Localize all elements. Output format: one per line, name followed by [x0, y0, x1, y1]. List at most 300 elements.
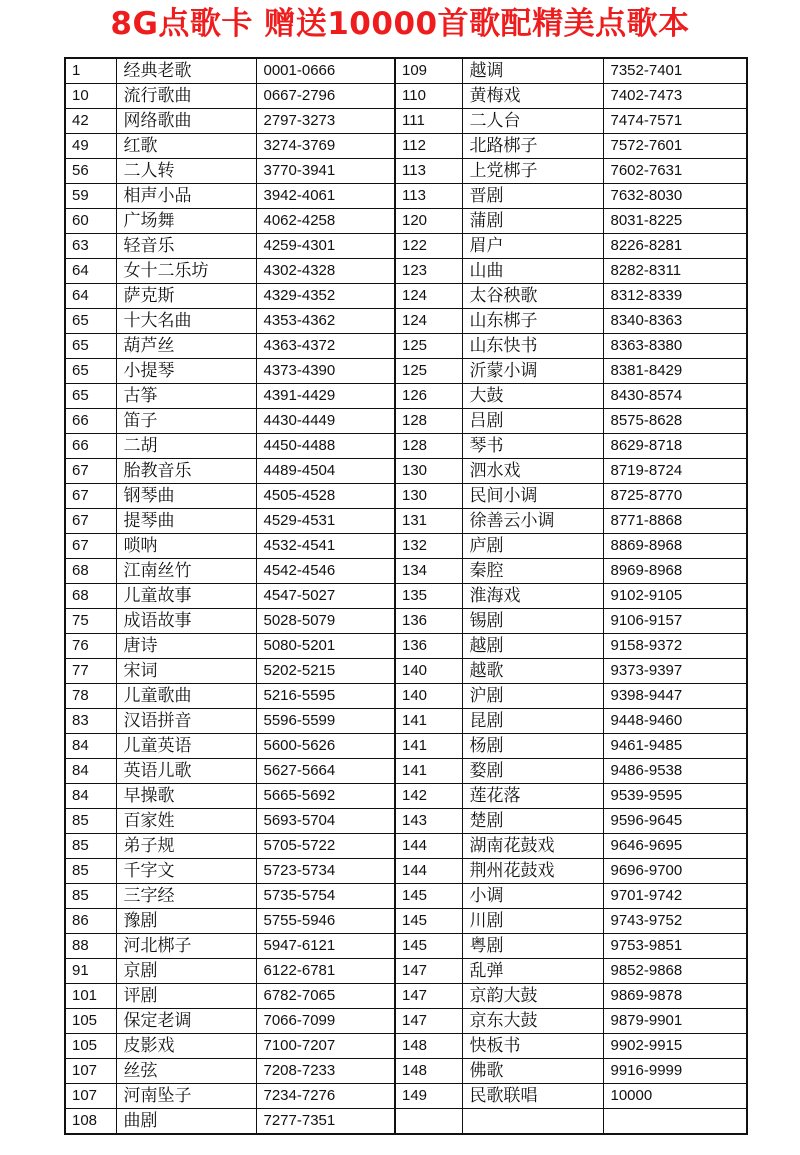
left-category-name-cell: 儿童英语	[116, 734, 256, 759]
right-category-name-cell: 沂蒙小调	[462, 359, 603, 384]
right-category-name-cell: 黄梅戏	[462, 84, 603, 109]
right-category-name-cell: 京东大鼓	[462, 1009, 603, 1034]
left-category-name-cell: 京剧	[116, 959, 256, 984]
right-category-name-cell: 荆州花鼓戏	[462, 859, 603, 884]
table-row	[65, 434, 747, 459]
right-song-range-cell: 8725-8770	[603, 484, 747, 509]
left-category-name-cell: 十大名曲	[116, 309, 256, 334]
table-row	[65, 234, 747, 259]
right-category-name-cell: 上党梆子	[462, 159, 603, 184]
right-page-number-cell: 145	[395, 934, 462, 959]
left-category-name-cell: 古筝	[116, 384, 256, 409]
right-song-range-cell: 8969-8968	[603, 559, 747, 584]
left-song-range-cell: 3274-3769	[256, 134, 395, 159]
right-song-range-cell: 9539-9595	[603, 784, 747, 809]
right-song-range-cell: 8575-8628	[603, 409, 747, 434]
right-category-name-cell: 昆剧	[462, 709, 603, 734]
left-category-name-cell: 成语故事	[116, 609, 256, 634]
right-page-number-cell: 147	[395, 984, 462, 1009]
left-page-number-cell: 85	[65, 809, 116, 834]
right-page-number-cell: 130	[395, 484, 462, 509]
right-page-number-cell: 135	[395, 584, 462, 609]
left-page-number-cell: 76	[65, 634, 116, 659]
left-page-number-cell: 68	[65, 559, 116, 584]
right-category-name-cell: 越歌	[462, 659, 603, 684]
right-song-range-cell: 8226-8281	[603, 234, 747, 259]
left-song-range-cell: 4391-4429	[256, 384, 395, 409]
table-row	[65, 834, 747, 859]
table-row	[65, 759, 747, 784]
left-song-range-cell: 5600-5626	[256, 734, 395, 759]
left-song-range-cell: 7208-7233	[256, 1059, 395, 1084]
left-song-range-cell: 5080-5201	[256, 634, 395, 659]
right-song-range-cell: 7572-7601	[603, 134, 747, 159]
table-row	[65, 159, 747, 184]
left-page-number-cell: 66	[65, 409, 116, 434]
left-song-range-cell: 0001-0666	[256, 58, 395, 84]
table-row	[65, 684, 747, 709]
left-category-name-cell: 相声小品	[116, 184, 256, 209]
right-page-number-cell: 140	[395, 684, 462, 709]
right-category-name-cell: 庐剧	[462, 534, 603, 559]
table-row	[65, 1084, 747, 1109]
table-row	[65, 734, 747, 759]
right-page-number-cell: 144	[395, 859, 462, 884]
right-page-number-cell: 142	[395, 784, 462, 809]
right-category-name-cell: 蒲剧	[462, 209, 603, 234]
left-page-number-cell: 83	[65, 709, 116, 734]
right-song-range-cell: 8381-8429	[603, 359, 747, 384]
left-page-number-cell: 84	[65, 734, 116, 759]
table-row	[65, 184, 747, 209]
right-song-range-cell: 9753-9851	[603, 934, 747, 959]
right-category-name-cell: 粤剧	[462, 934, 603, 959]
right-page-number-cell: 131	[395, 509, 462, 534]
left-page-number-cell: 84	[65, 784, 116, 809]
left-category-name-cell: 二人转	[116, 159, 256, 184]
left-page-number-cell: 86	[65, 909, 116, 934]
left-song-range-cell: 4302-4328	[256, 259, 395, 284]
left-song-range-cell: 4529-4531	[256, 509, 395, 534]
right-page-number-cell: 128	[395, 434, 462, 459]
left-category-name-cell: 评剧	[116, 984, 256, 1009]
right-category-name-cell: 越调	[462, 58, 603, 84]
table-row	[65, 109, 747, 134]
left-page-number-cell: 107	[65, 1084, 116, 1109]
right-song-range-cell: 7474-7571	[603, 109, 747, 134]
right-page-number-cell: 143	[395, 809, 462, 834]
left-song-range-cell: 4430-4449	[256, 409, 395, 434]
right-page-number-cell: 124	[395, 309, 462, 334]
right-page-number-cell: 132	[395, 534, 462, 559]
table-row	[65, 309, 747, 334]
left-category-name-cell: 流行歌曲	[116, 84, 256, 109]
right-page-number-cell: 145	[395, 884, 462, 909]
left-category-name-cell: 经典老歌	[116, 58, 256, 84]
right-page-number-cell: 128	[395, 409, 462, 434]
table-row	[65, 559, 747, 584]
right-page-number-cell: 125	[395, 334, 462, 359]
right-category-name-cell: 婺剧	[462, 759, 603, 784]
right-category-name-cell: 小调	[462, 884, 603, 909]
left-song-range-cell: 4353-4362	[256, 309, 395, 334]
table-row	[65, 909, 747, 934]
right-page-number-cell: 148	[395, 1059, 462, 1084]
left-song-range-cell: 5947-6121	[256, 934, 395, 959]
left-page-number-cell: 42	[65, 109, 116, 134]
right-page-number-cell: 123	[395, 259, 462, 284]
left-page-number-cell: 67	[65, 534, 116, 559]
left-category-name-cell: 小提琴	[116, 359, 256, 384]
left-category-name-cell: 弟子规	[116, 834, 256, 859]
right-category-name-cell: 快板书	[462, 1034, 603, 1059]
right-category-name-cell: 琴书	[462, 434, 603, 459]
left-song-range-cell: 5705-5722	[256, 834, 395, 859]
right-song-range-cell: 9373-9397	[603, 659, 747, 684]
table-row	[65, 1034, 747, 1059]
page-title: 8G点歌卡 赠送10000首歌配精美点歌本	[110, 6, 690, 42]
right-category-name-cell: 泗水戏	[462, 459, 603, 484]
right-page-number-cell: 112	[395, 134, 462, 159]
table-row	[65, 284, 747, 309]
left-category-name-cell: 江南丝竹	[116, 559, 256, 584]
left-song-range-cell: 4373-4390	[256, 359, 395, 384]
left-song-range-cell: 4259-4301	[256, 234, 395, 259]
right-category-name-cell: 川剧	[462, 909, 603, 934]
left-category-name-cell: 唢呐	[116, 534, 256, 559]
left-category-name-cell: 提琴曲	[116, 509, 256, 534]
table-row	[65, 484, 747, 509]
table-row	[65, 58, 747, 84]
left-song-range-cell: 4532-4541	[256, 534, 395, 559]
right-page-number-cell: 130	[395, 459, 462, 484]
left-song-range-cell: 4329-4352	[256, 284, 395, 309]
left-category-name-cell: 曲剧	[116, 1109, 256, 1135]
right-category-name-cell: 二人台	[462, 109, 603, 134]
table-row	[65, 959, 747, 984]
left-category-name-cell: 广场舞	[116, 209, 256, 234]
table-row	[65, 209, 747, 234]
left-page-number-cell: 101	[65, 984, 116, 1009]
left-category-name-cell: 宋词	[116, 659, 256, 684]
right-category-name-cell: 京韵大鼓	[462, 984, 603, 1009]
left-category-name-cell: 胎教音乐	[116, 459, 256, 484]
left-category-name-cell: 儿童故事	[116, 584, 256, 609]
table-row	[65, 1109, 747, 1135]
right-song-range-cell: 7632-8030	[603, 184, 747, 209]
left-page-number-cell: 60	[65, 209, 116, 234]
left-song-range-cell: 6122-6781	[256, 959, 395, 984]
left-page-number-cell: 65	[65, 334, 116, 359]
left-song-range-cell: 3770-3941	[256, 159, 395, 184]
left-page-number-cell: 78	[65, 684, 116, 709]
left-category-name-cell: 河北梆子	[116, 934, 256, 959]
left-page-number-cell: 77	[65, 659, 116, 684]
right-song-range-cell: 9486-9538	[603, 759, 747, 784]
table-row	[65, 84, 747, 109]
table-row	[65, 984, 747, 1009]
right-song-range-cell: 8719-8724	[603, 459, 747, 484]
right-page-number-cell: 147	[395, 1009, 462, 1034]
table-row	[65, 359, 747, 384]
left-song-range-cell: 4547-5027	[256, 584, 395, 609]
left-song-range-cell: 5735-5754	[256, 884, 395, 909]
left-song-range-cell: 4450-4488	[256, 434, 395, 459]
left-page-number-cell: 10	[65, 84, 116, 109]
left-category-name-cell: 英语儿歌	[116, 759, 256, 784]
left-song-range-cell: 5627-5664	[256, 759, 395, 784]
table-row	[65, 459, 747, 484]
table-row	[65, 809, 747, 834]
left-category-name-cell: 丝弦	[116, 1059, 256, 1084]
right-song-range-cell: 8282-8311	[603, 259, 747, 284]
table-row	[65, 1059, 747, 1084]
left-category-name-cell: 二胡	[116, 434, 256, 459]
right-song-range-cell: 8869-8968	[603, 534, 747, 559]
right-song-range-cell: 9158-9372	[603, 634, 747, 659]
right-page-number-cell: 136	[395, 609, 462, 634]
left-category-name-cell: 钢琴曲	[116, 484, 256, 509]
left-page-number-cell: 65	[65, 309, 116, 334]
right-song-range-cell: 8363-8380	[603, 334, 747, 359]
right-category-name-cell: 佛歌	[462, 1059, 603, 1084]
right-category-name-cell: 眉户	[462, 234, 603, 259]
right-song-range-cell: 9701-9742	[603, 884, 747, 909]
left-category-name-cell: 早操歌	[116, 784, 256, 809]
left-song-range-cell: 0667-2796	[256, 84, 395, 109]
left-category-name-cell: 保定老调	[116, 1009, 256, 1034]
right-page-number-cell: 113	[395, 159, 462, 184]
left-song-range-cell: 7100-7207	[256, 1034, 395, 1059]
left-song-range-cell: 4363-4372	[256, 334, 395, 359]
right-page-number-cell: 134	[395, 559, 462, 584]
table-row	[65, 134, 747, 159]
table-row	[65, 709, 747, 734]
left-song-range-cell: 5596-5599	[256, 709, 395, 734]
left-song-range-cell: 6782-7065	[256, 984, 395, 1009]
left-category-name-cell: 唐诗	[116, 634, 256, 659]
left-page-number-cell: 67	[65, 509, 116, 534]
left-category-name-cell: 葫芦丝	[116, 334, 256, 359]
left-song-range-cell: 5693-5704	[256, 809, 395, 834]
right-song-range-cell: 9596-9645	[603, 809, 747, 834]
right-category-name-cell: 湖南花鼓戏	[462, 834, 603, 859]
right-song-range-cell: 9916-9999	[603, 1059, 747, 1084]
left-song-range-cell: 4062-4258	[256, 209, 395, 234]
left-page-number-cell: 67	[65, 459, 116, 484]
left-page-number-cell: 67	[65, 484, 116, 509]
left-category-name-cell: 皮影戏	[116, 1034, 256, 1059]
right-category-name-cell: 徐善云小调	[462, 509, 603, 534]
left-page-number-cell: 49	[65, 134, 116, 159]
right-category-name-cell: 山东梆子	[462, 309, 603, 334]
left-page-number-cell: 68	[65, 584, 116, 609]
right-song-range-cell: 8031-8225	[603, 209, 747, 234]
right-page-number-cell: 141	[395, 759, 462, 784]
right-song-range-cell: 7352-7401	[603, 58, 747, 84]
left-category-name-cell: 网络歌曲	[116, 109, 256, 134]
song-catalog-table	[64, 57, 748, 1135]
right-category-name-cell: 太谷秧歌	[462, 284, 603, 309]
right-song-range-cell: 9102-9105	[603, 584, 747, 609]
right-page-number-cell: 147	[395, 959, 462, 984]
right-category-name-cell: 越剧	[462, 634, 603, 659]
table-row	[65, 934, 747, 959]
right-page-number-cell: 141	[395, 709, 462, 734]
left-page-number-cell: 65	[65, 384, 116, 409]
left-page-number-cell: 59	[65, 184, 116, 209]
left-page-number-cell: 105	[65, 1034, 116, 1059]
right-category-name-cell: 民歌联唱	[462, 1084, 603, 1109]
table-row	[65, 384, 747, 409]
right-page-number-cell: 120	[395, 209, 462, 234]
left-page-number-cell: 63	[65, 234, 116, 259]
table-row	[65, 659, 747, 684]
right-page-number-cell	[395, 1109, 462, 1135]
right-song-range-cell: 8629-8718	[603, 434, 747, 459]
table-row	[65, 634, 747, 659]
left-song-range-cell: 5028-5079	[256, 609, 395, 634]
right-page-number-cell: 136	[395, 634, 462, 659]
left-song-range-cell: 7066-7099	[256, 1009, 395, 1034]
table-row	[65, 609, 747, 634]
right-song-range-cell: 8312-8339	[603, 284, 747, 309]
right-category-name-cell: 乱弹	[462, 959, 603, 984]
left-category-name-cell: 千字文	[116, 859, 256, 884]
left-page-number-cell: 107	[65, 1059, 116, 1084]
left-page-number-cell: 56	[65, 159, 116, 184]
right-page-number-cell: 141	[395, 734, 462, 759]
left-category-name-cell: 豫剧	[116, 909, 256, 934]
left-page-number-cell: 88	[65, 934, 116, 959]
left-category-name-cell: 女十二乐坊	[116, 259, 256, 284]
table-row	[65, 534, 747, 559]
left-category-name-cell: 红歌	[116, 134, 256, 159]
right-song-range-cell: 9902-9915	[603, 1034, 747, 1059]
right-page-number-cell: 122	[395, 234, 462, 259]
left-song-range-cell: 4489-4504	[256, 459, 395, 484]
left-page-number-cell: 85	[65, 834, 116, 859]
left-song-range-cell: 5216-5595	[256, 684, 395, 709]
left-song-range-cell: 4542-4546	[256, 559, 395, 584]
right-page-number-cell: 144	[395, 834, 462, 859]
left-song-range-cell: 7234-7276	[256, 1084, 395, 1109]
right-page-number-cell: 148	[395, 1034, 462, 1059]
table-row	[65, 409, 747, 434]
table-row	[65, 859, 747, 884]
left-page-number-cell: 64	[65, 284, 116, 309]
right-category-name-cell: 莲花落	[462, 784, 603, 809]
right-category-name-cell: 民间小调	[462, 484, 603, 509]
left-page-number-cell: 91	[65, 959, 116, 984]
left-song-range-cell: 5202-5215	[256, 659, 395, 684]
left-category-name-cell: 轻音乐	[116, 234, 256, 259]
song-catalog-body	[65, 58, 747, 1134]
right-category-name-cell: 山曲	[462, 259, 603, 284]
right-song-range-cell: 8340-8363	[603, 309, 747, 334]
right-page-number-cell: 110	[395, 84, 462, 109]
table-row	[65, 259, 747, 284]
left-category-name-cell: 汉语拼音	[116, 709, 256, 734]
left-song-range-cell: 5755-5946	[256, 909, 395, 934]
right-category-name-cell: 锡剧	[462, 609, 603, 634]
right-page-number-cell: 125	[395, 359, 462, 384]
left-category-name-cell: 笛子	[116, 409, 256, 434]
right-song-range-cell: 9852-9868	[603, 959, 747, 984]
right-page-number-cell: 109	[395, 58, 462, 84]
right-song-range-cell	[603, 1109, 747, 1135]
right-song-range-cell: 9879-9901	[603, 1009, 747, 1034]
left-page-number-cell: 66	[65, 434, 116, 459]
table-row	[65, 784, 747, 809]
left-page-number-cell: 1	[65, 58, 116, 84]
right-song-range-cell: 9461-9485	[603, 734, 747, 759]
left-page-number-cell: 65	[65, 359, 116, 384]
right-page-number-cell: 124	[395, 284, 462, 309]
table-row	[65, 584, 747, 609]
table-row	[65, 509, 747, 534]
right-song-range-cell: 9696-9700	[603, 859, 747, 884]
table-row	[65, 1009, 747, 1034]
right-category-name-cell	[462, 1109, 603, 1135]
right-category-name-cell: 淮海戏	[462, 584, 603, 609]
right-song-range-cell: 9743-9752	[603, 909, 747, 934]
right-song-range-cell: 9398-9447	[603, 684, 747, 709]
right-category-name-cell: 秦腔	[462, 559, 603, 584]
left-song-range-cell: 4505-4528	[256, 484, 395, 509]
right-page-number-cell: 140	[395, 659, 462, 684]
right-song-range-cell: 9646-9695	[603, 834, 747, 859]
right-song-range-cell: 10000	[603, 1084, 747, 1109]
table-row	[65, 884, 747, 909]
right-category-name-cell: 杨剧	[462, 734, 603, 759]
right-page-number-cell: 149	[395, 1084, 462, 1109]
left-page-number-cell: 84	[65, 759, 116, 784]
left-song-range-cell: 5665-5692	[256, 784, 395, 809]
left-page-number-cell: 105	[65, 1009, 116, 1034]
right-category-name-cell: 大鼓	[462, 384, 603, 409]
right-category-name-cell: 北路梆子	[462, 134, 603, 159]
right-category-name-cell: 山东快书	[462, 334, 603, 359]
right-page-number-cell: 145	[395, 909, 462, 934]
right-category-name-cell: 吕剧	[462, 409, 603, 434]
left-category-name-cell: 三字经	[116, 884, 256, 909]
left-song-range-cell: 7277-7351	[256, 1109, 395, 1135]
right-song-range-cell: 9869-9878	[603, 984, 747, 1009]
right-song-range-cell: 8430-8574	[603, 384, 747, 409]
right-song-range-cell: 8771-8868	[603, 509, 747, 534]
right-page-number-cell: 113	[395, 184, 462, 209]
left-song-range-cell: 2797-3273	[256, 109, 395, 134]
left-category-name-cell: 儿童歌曲	[116, 684, 256, 709]
right-category-name-cell: 楚剧	[462, 809, 603, 834]
right-song-range-cell: 7602-7631	[603, 159, 747, 184]
left-category-name-cell: 河南坠子	[116, 1084, 256, 1109]
table-row	[65, 334, 747, 359]
right-page-number-cell: 111	[395, 109, 462, 134]
left-page-number-cell: 64	[65, 259, 116, 284]
left-category-name-cell: 百家姓	[116, 809, 256, 834]
left-song-range-cell: 5723-5734	[256, 859, 395, 884]
left-page-number-cell: 85	[65, 884, 116, 909]
left-song-range-cell: 3942-4061	[256, 184, 395, 209]
right-song-range-cell: 7402-7473	[603, 84, 747, 109]
right-category-name-cell: 沪剧	[462, 684, 603, 709]
right-category-name-cell: 晋剧	[462, 184, 603, 209]
right-song-range-cell: 9448-9460	[603, 709, 747, 734]
right-song-range-cell: 9106-9157	[603, 609, 747, 634]
left-page-number-cell: 75	[65, 609, 116, 634]
